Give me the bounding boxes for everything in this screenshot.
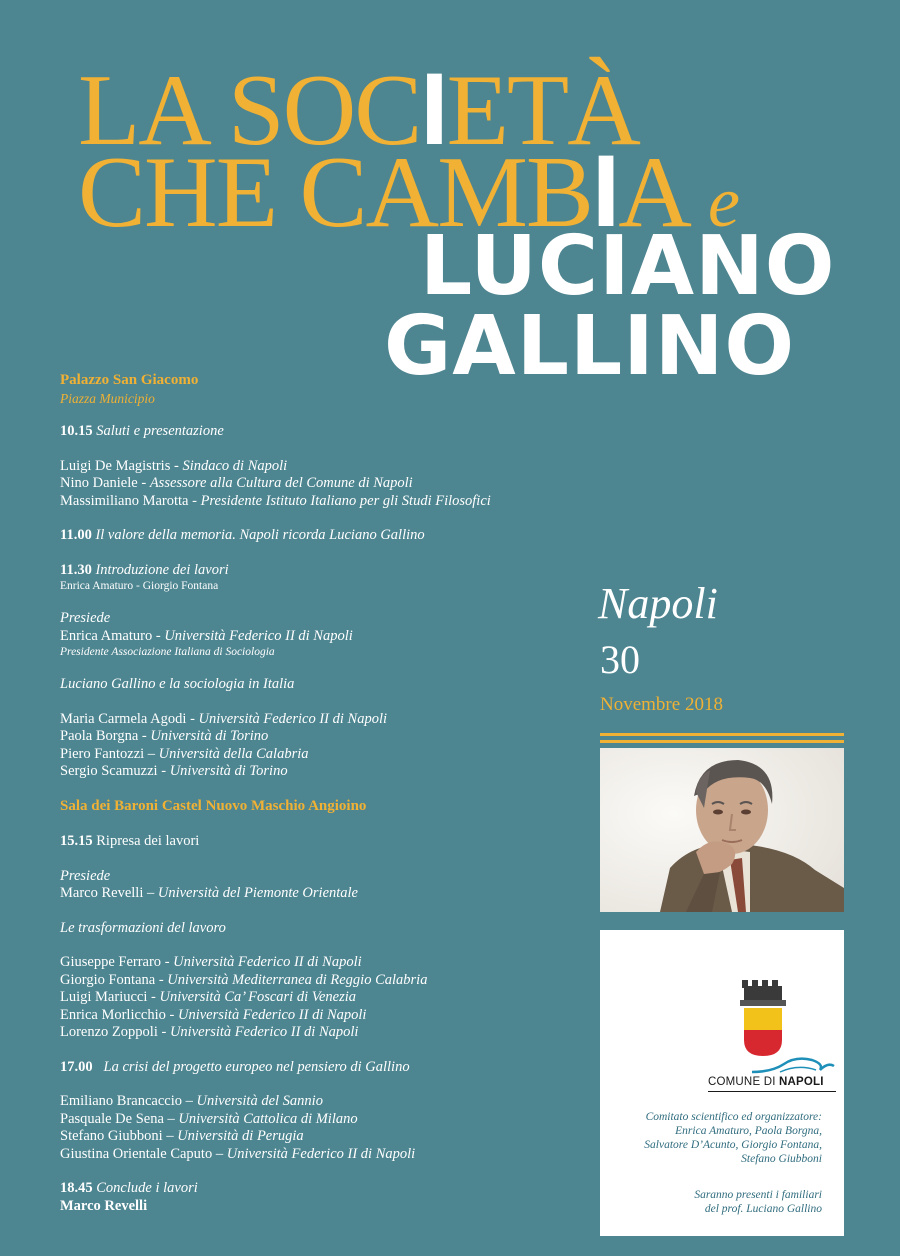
family-note xyxy=(694,1188,822,1216)
gold-rule-top xyxy=(600,733,844,736)
chair-role: Università Federico II di Napoli xyxy=(164,627,353,644)
chair-name: Enrica Amaturo xyxy=(60,627,153,644)
speaker-row xyxy=(60,1007,580,1025)
separator: - xyxy=(186,710,199,727)
portrait-illustration xyxy=(600,748,844,912)
session-1845 xyxy=(60,1180,580,1215)
title-conjunction: e xyxy=(707,162,738,242)
speaker-row xyxy=(60,1128,580,1146)
logo-underline xyxy=(708,1091,836,1092)
separator: - xyxy=(155,971,168,988)
speaker-name: Paola Borgna xyxy=(60,728,139,744)
event-day: 30 xyxy=(600,637,640,682)
separator: – xyxy=(182,1093,197,1109)
session-time: 15.15 xyxy=(60,833,93,849)
note-line: Comitato scientifico ed organizzatore: xyxy=(645,1111,822,1123)
wave-logo-icon xyxy=(750,1054,836,1076)
comune-logo-text xyxy=(708,1076,824,1088)
chair-block-1 xyxy=(60,610,580,659)
separator: - xyxy=(137,475,150,491)
speaker-row xyxy=(60,458,580,476)
event-month: Novembre 2018 xyxy=(600,694,723,715)
title-name-first: LUCIANO xyxy=(420,219,836,314)
chair-role: Università del Piemonte Orientale xyxy=(157,885,358,901)
chair-block-2 xyxy=(60,868,580,903)
speaker-role: Assessore alla Cultura del Comune di Napoli xyxy=(149,475,413,491)
organizer-card xyxy=(600,930,844,1236)
title-line-1-part: LA SOC xyxy=(78,54,421,167)
session-title: Il valore della memoria. Napoli ricorda Luciano Gallino xyxy=(95,527,425,543)
separator: - xyxy=(170,457,183,474)
topic-title: Luciano Gallino e la sociologia in Italia xyxy=(60,676,295,692)
speaker-row xyxy=(60,746,580,764)
separator: – xyxy=(144,745,159,762)
separator: - xyxy=(147,989,160,1005)
separator: - xyxy=(161,954,174,970)
speaker-role: Sindaco di Napoli xyxy=(182,457,288,474)
session-time: 17.00 xyxy=(60,1058,93,1075)
title-line-1-part: ETÀ xyxy=(446,54,639,167)
speaker-name: Emiliano Brancaccio xyxy=(60,1093,182,1109)
speaker-role: Università del Sannio xyxy=(196,1093,323,1109)
chair-label: Presiede xyxy=(60,610,111,626)
session-time: 11.30 xyxy=(60,561,92,578)
closing-speaker: Marco Revelli xyxy=(60,1197,148,1214)
speaker-row xyxy=(60,1111,580,1129)
speakers-list-1 xyxy=(60,458,580,511)
session-1015 xyxy=(60,423,580,441)
speaker-row xyxy=(60,989,580,1007)
speaker-name: Lorenzo Zoppoli xyxy=(60,1024,158,1040)
session-title: Ripresa dei lavori xyxy=(96,833,200,849)
speaker-role: Università di Torino xyxy=(150,728,269,744)
speaker-name: Massimiliano Marotta xyxy=(60,492,189,509)
speaker-row xyxy=(60,493,580,511)
title-name-last: GALLINO xyxy=(384,299,796,394)
speaker-row xyxy=(60,475,580,493)
speaker-name: Giorgio Fontana xyxy=(60,971,156,988)
speaker-name: Luigi Mariucci xyxy=(60,989,148,1005)
logo-text-part: COMUNE DI xyxy=(708,1076,779,1088)
session-time: 10.15 xyxy=(60,423,93,439)
chair-name: Marco Revelli xyxy=(60,885,144,901)
note-line: Saranno presenti i familiari xyxy=(694,1189,822,1201)
speaker-name: Stefano Giubboni xyxy=(60,1128,163,1144)
speaker-row xyxy=(60,711,580,729)
session-time: 11.00 xyxy=(60,527,92,543)
speaker-role: Università Ca’ Foscari di Venezia xyxy=(159,989,357,1005)
separator: - xyxy=(138,728,151,744)
session-title: Conclude i lavori xyxy=(96,1180,198,1196)
logo-text-part: NAPOLI xyxy=(779,1076,824,1088)
session-1700 xyxy=(60,1059,580,1077)
speaker-role: Università di Torino xyxy=(169,763,288,779)
session-1100 xyxy=(60,527,580,545)
note-line: Stefano Giubboni xyxy=(741,1153,822,1165)
separator: - xyxy=(157,1024,170,1040)
venue-subheading: Piazza Municipio xyxy=(60,390,155,406)
speaker-row xyxy=(60,1024,580,1042)
session-1130 xyxy=(60,562,580,594)
speaker-row xyxy=(60,972,580,990)
title-line-2-part: CHE CAMB xyxy=(78,136,592,249)
speaker-role: Università Federico II di Napoli xyxy=(198,710,387,727)
speaker-name: Giuseppe Ferraro xyxy=(60,954,162,970)
session-title: La crisi del progetto europeo nel pensiero di Gallino xyxy=(103,1058,410,1075)
note-line: del prof. Luciano Gallino xyxy=(704,1203,822,1215)
speaker-role: Università Cattolica di Milano xyxy=(178,1110,358,1127)
separator: – xyxy=(162,1128,178,1144)
speaker-name: Luigi De Magistris xyxy=(60,457,171,474)
speakers-list-4 xyxy=(60,1093,580,1163)
portrait-photo xyxy=(600,748,844,912)
program xyxy=(60,372,580,1232)
speaker-row xyxy=(60,1093,580,1111)
speaker-name: Sergio Scamuzzi xyxy=(60,763,158,779)
speaker-row xyxy=(60,1146,580,1164)
session-title: Saluti e presentazione xyxy=(96,423,224,439)
speaker-row xyxy=(60,763,580,781)
speaker-name: Pasquale De Sena xyxy=(60,1110,164,1127)
speakers-list-3 xyxy=(60,954,580,1042)
separator: – xyxy=(143,885,158,901)
session-note: Enrica Amaturo - Giorgio Fontana xyxy=(60,580,219,592)
separator: – xyxy=(212,1145,227,1162)
speaker-row xyxy=(60,728,580,746)
venue-heading: Sala dei Baroni Castel Nuovo Maschio Angioino xyxy=(60,797,367,814)
speaker-row xyxy=(60,954,580,972)
speaker-role: Università Federico II di Napoli xyxy=(226,1145,416,1162)
speaker-name: Maria Carmela Agodi xyxy=(60,710,187,727)
speaker-name: Nino Daniele xyxy=(60,475,138,491)
speaker-name: Enrica Morlicchio xyxy=(60,1006,166,1023)
topic-1 xyxy=(60,676,580,694)
session-1515 xyxy=(60,833,580,851)
note-line: Salvatore D’Acunto, Giorgio Fontana, xyxy=(644,1139,822,1151)
speaker-role: Università di Perugia xyxy=(177,1128,304,1144)
speakers-list-2 xyxy=(60,711,580,781)
chair-note: Presidente Associazione Italiana di Sociologia xyxy=(60,646,275,658)
topic-2 xyxy=(60,920,580,938)
speaker-role: Università Mediterranea di Reggio Calabria xyxy=(167,971,428,988)
title-highlight-i: I xyxy=(591,134,619,248)
speaker-role: Università della Calabria xyxy=(158,745,309,762)
speaker-role: Università Federico II di Napoli xyxy=(177,1006,367,1023)
title-line-2-part: A xyxy=(618,136,690,249)
session-title: Introduzione dei lavori xyxy=(95,561,229,578)
venue-heading: Palazzo San Giacomo xyxy=(60,372,199,388)
topic-title: Le trasformazioni del lavoro xyxy=(60,919,226,936)
speaker-role: Presidente Istituto Italiano per gli Studi Filosofici xyxy=(200,492,491,509)
note-line: Enrica Amaturo, Paola Borgna, xyxy=(675,1125,822,1137)
speaker-name: Piero Fantozzi xyxy=(60,745,145,762)
speaker-role: Università Federico II di Napoli xyxy=(169,1024,359,1040)
separator: – xyxy=(163,1110,179,1127)
committee-note xyxy=(644,1110,822,1166)
separator: - xyxy=(152,627,165,644)
coat-of-arms-icon xyxy=(738,980,788,1056)
event-city: Napoli xyxy=(598,579,718,628)
title-highlight-i: I xyxy=(420,52,447,166)
session-time: 18.45 xyxy=(60,1180,93,1196)
chair-label: Presiede xyxy=(60,867,111,884)
separator: - xyxy=(165,1006,178,1023)
speaker-name: Giustina Orientale Caputo xyxy=(60,1145,213,1162)
gold-rule-second xyxy=(600,740,844,743)
separator: - xyxy=(188,492,201,509)
separator: - xyxy=(157,763,170,779)
speaker-role: Università Federico II di Napoli xyxy=(173,954,362,970)
